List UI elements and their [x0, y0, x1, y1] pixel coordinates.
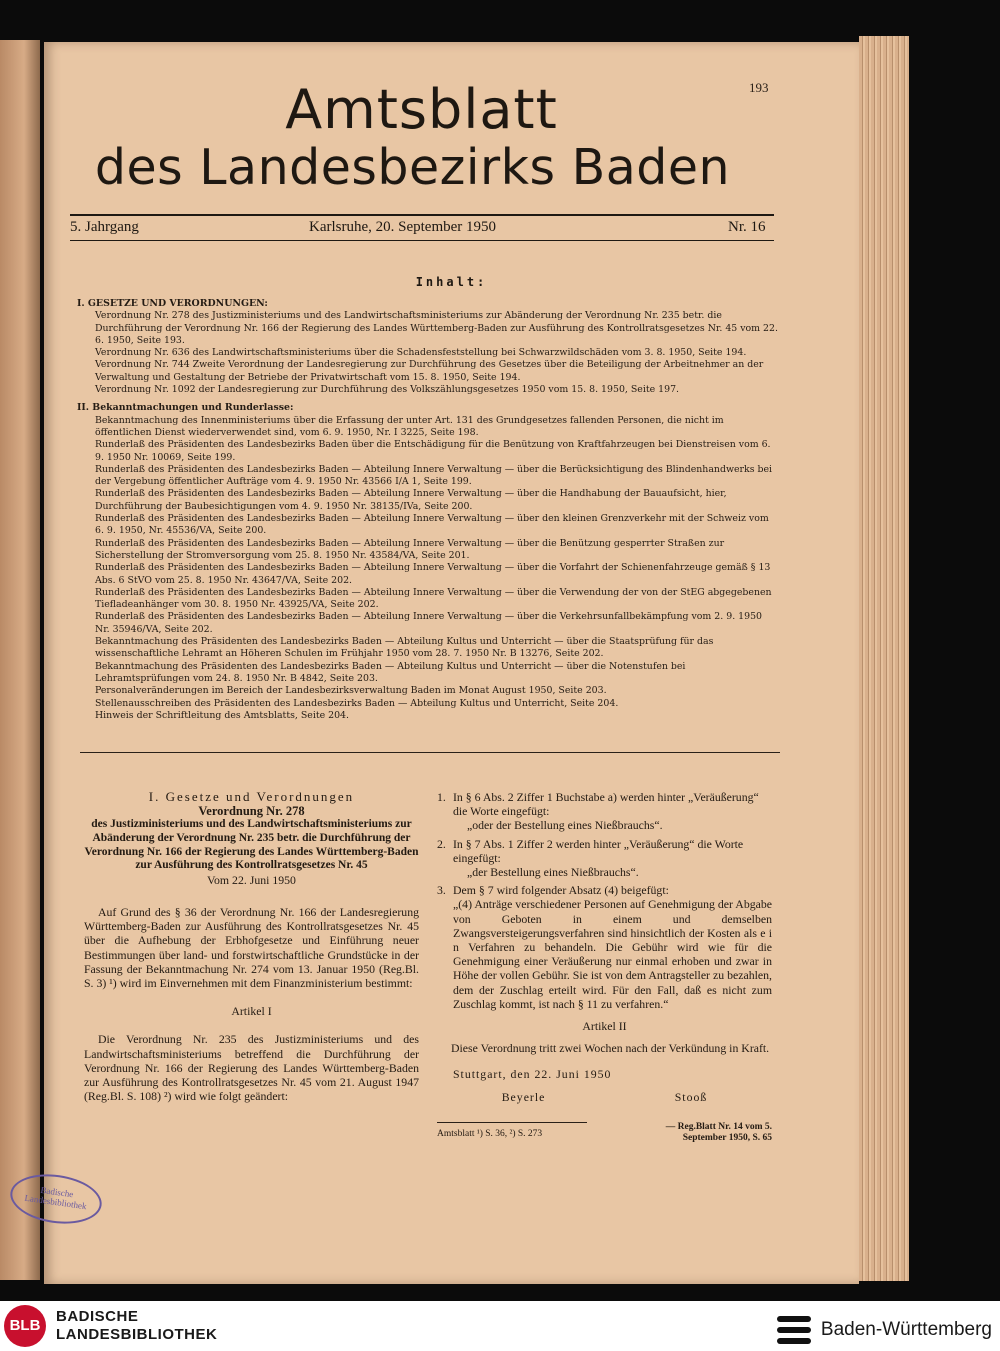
toc-entry: Runderlaß des Präsidenten des Landesbezirks Baden — Abteilung Innere Verwaltung — über die Verkehrsunfallbekämpfung vom 2. 9. 1950 Nr. 35946/VA, Seite 202. [95, 611, 763, 635]
right-column [437, 790, 772, 1144]
toc-entry: Bekanntmachung des Präsidenten des Landesbezirks Baden — Abteilung Kultus und Unterricht — über die Notenstufen bei Lehramtsprüfungen vom 24. 8. 1950 Nr. B 4842, Seite 203. [95, 660, 686, 684]
toc-entry: Bekanntmachung des Präsidenten des Landesbezirks Baden — Abteilung Kultus und Unterricht — über die Staatsprüfung für das wissenschaftliche Lehramt an Höheren Schulen im Frühjahr 1950 vom 28. 7. 1950 Nr. B 13276, Seite 202. [95, 636, 714, 660]
masthead-line2: des Landesbezirks Baden [94, 139, 731, 196]
signer-beyerle: Beyerle [501, 1089, 546, 1104]
item-number: 2. [437, 836, 446, 851]
masthead [44, 80, 859, 196]
left-column [84, 790, 419, 1103]
toc-section-heading: II. Bekanntmachungen und Runderlasse: [77, 402, 294, 414]
item-text: In § 6 Abs. 2 Ziffer 1 Buchstabe a) werden hinter „Veräußerung“ die Worte eingefügt: [453, 790, 759, 819]
ordinance-date: Vom 22. Juni 1950 [207, 872, 296, 887]
toc-entry: Runderlaß des Präsidenten des Landesbezirks Baden — Abteilung Innere Verwaltung — über die Vorfahrt der Schienenfahrzeuge gemäß § 13 Abs. 6 StVO vom 25. 8. 1950 Nr. 43647/VA, Seite 202. [95, 562, 771, 586]
toc-entry: Verordnung Nr. 636 des Landwirtschaftsministeriums über die Schadensfeststellung bei Schwarzwildschäden vom 3. 8. 1950, Seite 194. [95, 347, 747, 359]
toc-entry: Runderlaß des Präsidenten des Landesbezirks Baden über die Entschädigung für die Benützung von Kraftfahrzeugen bei Dienstreisen vom 6. 9. 1950 Nr. 10069, Seite 199. [95, 439, 771, 463]
artikel-2-heading: Artikel II [582, 1019, 627, 1034]
footnotes [437, 1122, 772, 1144]
lions-crest-icon [777, 1313, 811, 1347]
toc-entry: Runderlaß des Präsidenten des Landesbezirks Baden — Abteilung Innere Verwaltung — über die Handhabung der Bauaufsicht, hier, Durchführung der Baubesichtigungen vom 4. 9. 1950 Nr. 38135/IVa, Seite 200. [95, 488, 727, 512]
toc-entry: Stellenausschreiben des Präsidenten des Landesbezirks Baden — Abteilung Kultus und Unterricht, Seite 204. [95, 697, 619, 709]
masthead-rule-bottom [70, 240, 774, 241]
item-quote: „der Bestellung eines Nießbrauchs“. [467, 865, 639, 880]
item-number: 1. [437, 790, 446, 804]
viewer-footer [0, 1301, 1000, 1351]
preamble: Auf Grund des § 36 der Verordnung Nr. 166 der Landesregierung Württemberg-Baden zur Ausführung des Kontrollratsgesetzes Nr. 45 über die Aufhebung der Erbhofgesetze und Einführung neuer Bestimmungen über land- und forstwirtschaftliche Grundstücke in der Fassung der Bekanntmachung Nr. 274 vom 13. Januar 1950 (Reg.Bl. S. 3) ¹) wird im Einvernehmen mit dem Finanzministerium bestimmt: [84, 904, 419, 990]
item-text: In § 7 Abs. 1 Ziffer 2 werden hinter „Veräußerung“ die Worte eingefügt: [453, 836, 744, 865]
amendment-item [437, 837, 772, 865]
ordinance-subtitle: des Justizministeriums und des Landwirtschaftsministeriums zur Abänderung der Verordnung Nr. 235 betr. die Durchführung der Verordnung Nr. 166 der Regierung des Landes Württemberg-Baden zur Ausführung des Kontrollratsgesetzes Nr. 45 [84, 818, 419, 872]
artikel-2-text: Diese Verordnung tritt zwei Wochen nach der Verkündung in Kraft. [451, 1041, 770, 1056]
item-quote: „(4) Anträge verschiedener Personen auf Genehmigung der Abgabe von Geboten in einem und demselben Zwangsversteigerungsverfahren sind hinsichtlich der Kosten als e i n Verfahren zu behandeln. Die Gebühr wird wie für die Genehmigung einer Veräußerung nur einmal erhoben und zwar in Höhe der vollen Gebühr. Sie ist von dem Antragsteller zu bezahlen, dem der Zuschlag erteilt wird. Für den Fall, daß es nicht zum Zuschlag kommt, ist nach § 11 zu verfahren.“ [453, 897, 772, 1011]
blb-logo-icon[interactable]: BLB [4, 1305, 46, 1347]
artikel-1-text: Die Verordnung Nr. 235 des Justizministeriums und des Landwirtschaftsministeriums betreffend die Durchführung der Verordnung Nr. 166 der Regierung des Landes Württemberg-Baden zur Ausführung des Kontrollratsgesetzes Nr. 45 vom 21. August 1947 (Reg.Bl. S. 108) ²) wird wie folgt geändert: [84, 1032, 419, 1104]
artikel-1-heading: Artikel I [231, 1004, 272, 1019]
signatories [437, 1090, 772, 1104]
toc-entry: Verordnung Nr. 278 des Justizministeriums und des Landwirtschaftsministeriums zur Abänderung der Verordnung Nr. 235 betr. die Durchführung der Verordnung Nr. 166 der Regierung des Landes Württemberg-Baden zur Ausführung des Kontrollratsgesetzes Nr. 45 vom 22. 6. 1950, Seite 193. [95, 310, 778, 346]
regblatt-reference: — Reg.Blatt Nr. 14 vom 5. September 1950, S. 65 [665, 1121, 772, 1143]
page-stack-edges [859, 36, 909, 1281]
toc-entry: Runderlaß des Präsidenten des Landesbezirks Baden — Abteilung Innere Verwaltung — über die Benützung gesperrter Straßen zur Sicherstellung der Stromversorgung vom 25. 8. 1950 Nr. 43584/VA, Seite 201. [95, 537, 725, 561]
blb-name-line1: BADISCHE [56, 1308, 139, 1325]
contents-divider [80, 752, 780, 753]
item-quote: „oder der Bestellung eines Nießbrauchs“. [467, 818, 663, 833]
masthead-line1: Amtsblatt [285, 78, 558, 141]
toc-entry: Verordnung Nr. 744 Zweite Verordnung der Landesregierung zur Durchführung des Gesetzes über die Beteiligung der Arbeitnehmer an der Verwaltung und Gestaltung der Betriebe der Privatwirtschaft vom 15. 8. 1950, Seite 194. [95, 359, 764, 383]
library-stamp: Badische Landesbibliothek [7, 1169, 105, 1229]
amendment-item [437, 790, 772, 818]
blb-name[interactable] [56, 1308, 217, 1344]
jahrgang: 5. Jahrgang [70, 219, 139, 235]
bw-name: Baden-Württemberg [820, 1319, 992, 1340]
toc-entry: Bekanntmachung des Innenministeriums über die Erfassung der unter Art. 131 des Grundgesetzes fallenden Personen, die nicht im öffentlichen Dienst wiederverwendet sind, vom 6. 9. 1950, Nr. I 3225, Seite 198. [95, 414, 724, 438]
blb-name-line2: LANDESBIBLIOTHEK [56, 1326, 218, 1343]
item-text: Dem § 7 wird folgender Absatz (4) beigefügt: [453, 883, 669, 898]
toc-entry: Hinweis der Schriftleitung des Amtsblatts, Seite 204. [95, 709, 349, 721]
toc-entry: Runderlaß des Präsidenten des Landesbezirks Baden — Abteilung Innere Verwaltung — über die Verwendung der von der StEG abgegebenen Tiefladeanhänger vom 30. 8. 1950 Nr. 43925/VA, Seite 202. [95, 586, 772, 611]
item-number: 3. [437, 883, 446, 898]
ordinance-title: Verordnung Nr. 278 [198, 804, 305, 819]
toc-entry: Personalveränderungen im Bereich der Landesbezirksverwaltung Baden im Monat August 1950, Seite 203. [95, 685, 607, 697]
bw-brand[interactable] [777, 1313, 992, 1347]
previous-page-edge [0, 40, 40, 1280]
contents-title: Inhalt: [415, 275, 488, 289]
issue-number: Nr. 16 [728, 219, 766, 235]
amendment-item [437, 883, 772, 897]
footnote: Amtsblatt ¹) S. 36, ²) S. 273 [437, 1122, 587, 1144]
toc-entry: Verordnung Nr. 1092 der Landesregierung zur Durchführung des Volkszählungsgesetzes 1950 vom 15. 8. 1950, Seite 197. [95, 384, 680, 396]
masthead-rule-top [70, 214, 774, 216]
page-number: 193 [749, 80, 769, 95]
signing-place-date: Stuttgart, den 22. Juni 1950 [453, 1067, 612, 1082]
place-date: Karlsruhe, 20. September 1950 [309, 219, 497, 235]
table-of-contents [77, 298, 779, 722]
toc-entry: Runderlaß des Präsidenten des Landesbezirks Baden — Abteilung Innere Verwaltung — über den kleinen Grenzverkehr mit der Schweiz vom 6. 9. 1950, Nr. 45536/VA, Seite 200. [95, 513, 769, 537]
signer-stooss: Stooß [674, 1089, 708, 1104]
section-heading: I. Gesetze und Verordnungen [148, 789, 355, 804]
toc-entry: Runderlaß des Präsidenten des Landesbezirks Baden — Abteilung Innere Verwaltung — über die Berücksichtigung des Blindenhandwerks bei der Vergebung öffentlicher Aufträge vom 4. 9. 1950 Nr. 43566 I/A 1, Seite 199. [95, 463, 773, 488]
toc-section-heading: I. GESETZE UND VERORDNUNGEN: [77, 298, 268, 309]
document-page [44, 42, 859, 1284]
